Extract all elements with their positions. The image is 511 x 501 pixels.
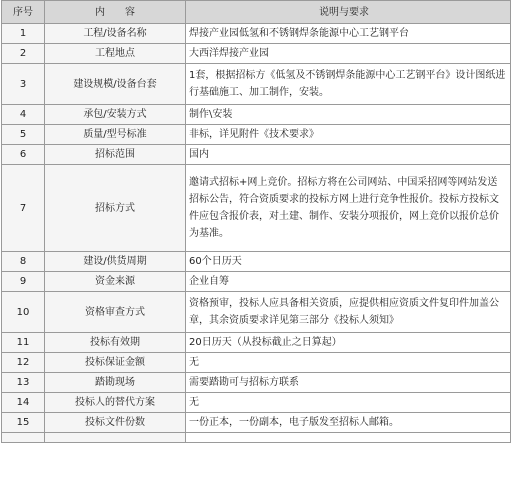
row-desc-empty	[186, 433, 511, 443]
row-item: 招标方式	[45, 165, 186, 252]
row-item: 建设规模/设备台套	[45, 64, 186, 105]
row-no: 6	[2, 145, 45, 165]
row-desc: 1套，根据招标方《低氢及不锈钢焊条能源中心工艺钢平台》设计图纸进行基础施工、加工制作，安装。	[186, 64, 511, 105]
row-desc: 20日历天（从投标截止之日算起）	[186, 333, 511, 353]
row-no: 9	[2, 272, 45, 292]
row-no: 3	[2, 64, 45, 105]
row-no: 2	[2, 44, 45, 64]
table-row	[2, 44, 511, 64]
row-no: 7	[2, 165, 45, 252]
table-row	[2, 165, 511, 252]
row-item: 承包/安装方式	[45, 105, 186, 125]
row-item: 资格审查方式	[45, 292, 186, 333]
row-no: 15	[2, 413, 45, 433]
row-desc: 一份正本，一份副本，电子版发至招标人邮箱。	[186, 413, 511, 433]
table-row	[2, 105, 511, 125]
row-desc: 国内	[186, 145, 511, 165]
row-item: 招标范围	[45, 145, 186, 165]
table-row	[2, 353, 511, 373]
table-row	[2, 125, 511, 145]
table-row	[2, 373, 511, 393]
row-item: 建设/供货周期	[45, 252, 186, 272]
row-item: 投标有效期	[45, 333, 186, 353]
table-row	[2, 413, 511, 433]
row-no: 12	[2, 353, 45, 373]
row-desc: 60个日历天	[186, 252, 511, 272]
row-desc: 无	[186, 393, 511, 413]
row-item: 投标人的替代方案	[45, 393, 186, 413]
row-desc: 资格预审，投标人应具备相关资质，应提供相应资质文件复印件加盖公章，其余资质要求详见第三部分《投标人须知》	[186, 292, 511, 333]
header-desc: 说明与要求	[186, 1, 511, 24]
row-no: 5	[2, 125, 45, 145]
row-item: 踏勘现场	[45, 373, 186, 393]
row-no: 14	[2, 393, 45, 413]
row-desc: 企业自筹	[186, 272, 511, 292]
table-row	[2, 292, 511, 333]
table-row-partial	[2, 433, 511, 443]
table-row	[2, 24, 511, 44]
table-row	[2, 64, 511, 105]
row-desc: 需要踏勘可与招标方联系	[186, 373, 511, 393]
row-no: 13	[2, 373, 45, 393]
row-no: 10	[2, 292, 45, 333]
row-item: 质量/型号标准	[45, 125, 186, 145]
row-desc: 焊接产业园低氢和不锈钢焊条能源中心工艺钢平台	[186, 24, 511, 44]
table-row	[2, 333, 511, 353]
header-no: 序号	[2, 1, 45, 24]
row-no-empty	[2, 433, 45, 443]
row-desc: 邀请式招标+网上竞价。招标方将在公司网站、中国采招网等网站发送招标公告，符合资质要求的投标方网上进行竞争性报价。投标方投标文件应包含报价表，对土建、制作、安装分项报价，网上竞价以报价总价为基准。	[186, 165, 511, 252]
row-desc: 制作\安装	[186, 105, 511, 125]
row-no: 4	[2, 105, 45, 125]
row-item: 投标保证金额	[45, 353, 186, 373]
row-no: 8	[2, 252, 45, 272]
row-desc: 无	[186, 353, 511, 373]
row-item: 资金来源	[45, 272, 186, 292]
row-item: 工程/设备名称	[45, 24, 186, 44]
row-item: 工程地点	[45, 44, 186, 64]
row-desc: 非标，详见附件《技术要求》	[186, 125, 511, 145]
row-no: 11	[2, 333, 45, 353]
table-row	[2, 252, 511, 272]
table-header-row	[2, 1, 511, 24]
row-desc: 大西洋焊接产业园	[186, 44, 511, 64]
table-row	[2, 272, 511, 292]
requirements-table	[1, 0, 511, 443]
table-row	[2, 145, 511, 165]
row-item: 投标文件份数	[45, 413, 186, 433]
row-item-empty	[45, 433, 186, 443]
header-item: 内 容	[45, 1, 186, 24]
row-no: 1	[2, 24, 45, 44]
table-row	[2, 393, 511, 413]
